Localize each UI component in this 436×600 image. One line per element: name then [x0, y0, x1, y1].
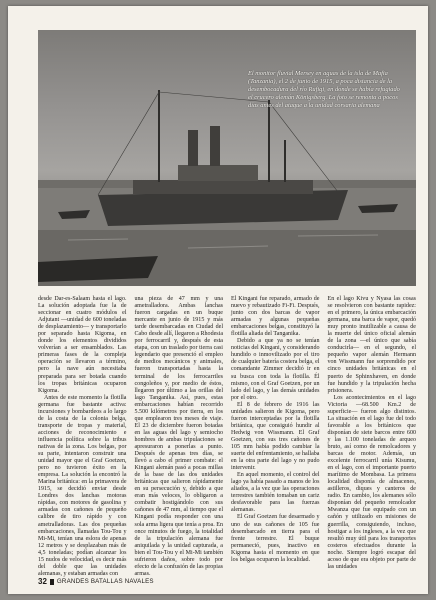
- paragraph: En aquel momento, el control del lago ya había pasado a manos de los aliados, a la vez que las operaciones terrestres también tomaban un cariz desfavorable para las fuerzas alemanas.: [231, 472, 320, 514]
- paragraph: Antes de este momento la flotilla germana fue bastante activa: incursiones y bombardeos a lo largo de la costa de la colonia belga, transporte de tropas y material, acciones de reconocimiento e influencia política sobre la tribus nativas de la zona. Los belgas, por su parte, intentaron construir una unidad mayor que el Graf Goetzen, pero no tuvieron éxito en la empresa. La solución la encontró la Marina británica: en la primavera de 1915, se decidió enviar desde Londres dos lanchas motoras rápidas, con motores de gasolina y armadas con cañones de pequeño calibre de tiro rápido y con ametralladoras. Las dos pequeñas embarcaciones, llamadas Tou-Tou y Mi-Mi, tenían una eslora de apenas 12 metros y se desplazaban más de 4,5 toneladas; podían alcanzar los 15 nudos de velocidad, es decir más del doble que las unidades alemanas, y estaban armadas con: [38, 394, 127, 577]
- photo-illustration: [38, 30, 416, 286]
- historic-photo-monitor-mersey: [38, 30, 416, 286]
- paragraph: Los acontecimientos en el lago Victoria —68.500 Km.2 de superficie— fueron algo distintos. La situación en el lago fue del todo favorable a los británicos que disponían de siete barcos entre 600 y las 1.100 toneladas de arqueo bruto, así como de remolcadores y barcas de motor. Además, un excelente ferrocarril unía Kisumu, en el lago, con el importante puerto marítimo de Mombasa. La primera localidad disponía de almacenes, astilleros, diques y canteros de radio. En cambio, los alemanes sólo disponían del pequeño remolcador Mwanza que fue equipado con un cañón y utilizado en misiones de guerrilla, consiguiendo, incluso, hostigar a los ingleses, a la vez que resultó muy útil para los transportes costeros efectuados durante la noche. Siempre logró escapar del acoso de que era objeto por parte de las unidades: [327, 394, 416, 570]
- paragraph: desde Dar-es-Salaam hasta el lago. La solución adoptada fue la de seccionar en cuatro módulos el Adjutant —unidad de 600 toneladas de desplazamiento— y transportarlo por separado hasta Kigoma, en donde los elementos divididos volverían a ser ensamblados. Las primeras fases de la compleja operación se llevaron a término, pero la nave aún necesitaba preparada para ser botada cuando los tropas británicas ocuparon Kigoma.: [38, 296, 127, 394]
- paragraph: El 8 de febrero de 1916 las unidades salieron de Kigoma, pero fueron interceptadas por la flotilla británica, que consiguió hundir al Hedwig von Wissmann. El Graf Goetzen, con sus tres cañones de 105 mm había podido cambiar la suerte del enfrentamiento, se hallaba en la otra parte del lago y no pudo intervenir.: [231, 401, 320, 472]
- article-body: [38, 296, 416, 577]
- text-column-1: [38, 296, 127, 577]
- paragraph: Debido a que ya no se tenían noticias del Kingani, y considerando hundido o inmovilizado por el tiro de cualquier batería costera belga, el comandante Zimmer decidió ir en su busca con toda la flotilla. Él mismo, con el Graf Goetzen, por un lado del lago, y las demás unidades por el otro.: [231, 338, 320, 401]
- magazine-page: [8, 6, 428, 594]
- text-column-2: [134, 296, 224, 577]
- footer-separator: [50, 579, 54, 585]
- publication-title: GRANDES BATALLAS NAVALES: [56, 578, 154, 585]
- paragraph: El Kingani fue reparado, armado de nuevo y rebautizado Fi-Fi. Después, junto con dos barcas de vapor armadas y algunas pequeñas embarcaciones belgas, constituyó la flotilla aliada del Tanganika.: [231, 296, 320, 338]
- page-footer: [38, 577, 154, 586]
- paragraph: El Graf Goetzen fue desarmado y uno de sus cañones de 105 fue desembarcado en tierra para el frente terrestre. El buque permaneció, pues, inactivo en Kigoma hasta el momento en que los belgas ocuparon la localidad.: [231, 514, 320, 563]
- paragraph: una pieza de 47 mm y una ametralladora. Ambas lanchas fueron cargadas en un buque mercante en junio de 1915 y más tarde desembarcadas en Ciudad del Cabo desde allí, llegaron a Rhodesia por ferrocarril y, después de esta etapa, con un traslado por tierra casi legendario que presenció el empleo de medios mecánicos y animales, fueron transportadas hasta la terminal de los ferrocarriles congoleños y, por medio de éstos, llegaron por último a las orillas del lago Tanganika. Así, pues, estas embarcaciones habían recorrido 5.500 kilómetros por tierra, en los que emplearon tres meses de viaje. El 23 de diciembre fueron botadas en las aguas del lago y semiocho hombres de ambas tripulaciones se apresuraron a ponerlas a punto. Después de apenas tres días, se llevó a cabo el primer combate: el Kingani alemán pasó a pocas millas de la base de las dos unidades británicas que salieron rápidamente en su persecución y, debido a que eran más veloces, lo obligaron a combatir hostigándolo con sus cañones de 47 mm, al tiempo que el Kingani podía responder con una sola arma ligera que tenía a proa. En once minutos de fuego, la totalidad de la tripulación alemana fue aniquilada y la unidad capturada, a bien el Tou-Tou y el Mi-Mi también sufrieron daños, sobre todo por efecto de la confusión de las propias armas.: [134, 296, 223, 577]
- photo-caption: El monitor fluvial Mersey en aguas de la isla de Mafia (Tanzania), el 2 de junio de 1915, a poca distancia de la desembocadura del río Rufigi, en donde se había refugiado el crucero alemán Königsberg. La foto se remonta a pocos días antes del ataque a la unidad corsaria alemana: [248, 70, 400, 110]
- paragraph: En el lago Kivu y Nyasa las cosas se resolvieron con bastante rapidez: en el primero, la única embarcación germana, una barca de vapor, quedó muy pronto inutilizable a causa de la muerte del único oficial alemán de la zona —el único que sabía conducirla— en el segundo, el pequeño vapor alemán Hermann von Wissmann fue sorprendido por cinco unidades británicas en el puerto de Sphinxhaven, en donde fue hundido y la tripulación hecha prisionera.: [327, 296, 416, 394]
- page-number: 32: [38, 577, 47, 586]
- text-column-3: [231, 296, 320, 572]
- text-column-4: [328, 296, 417, 572]
